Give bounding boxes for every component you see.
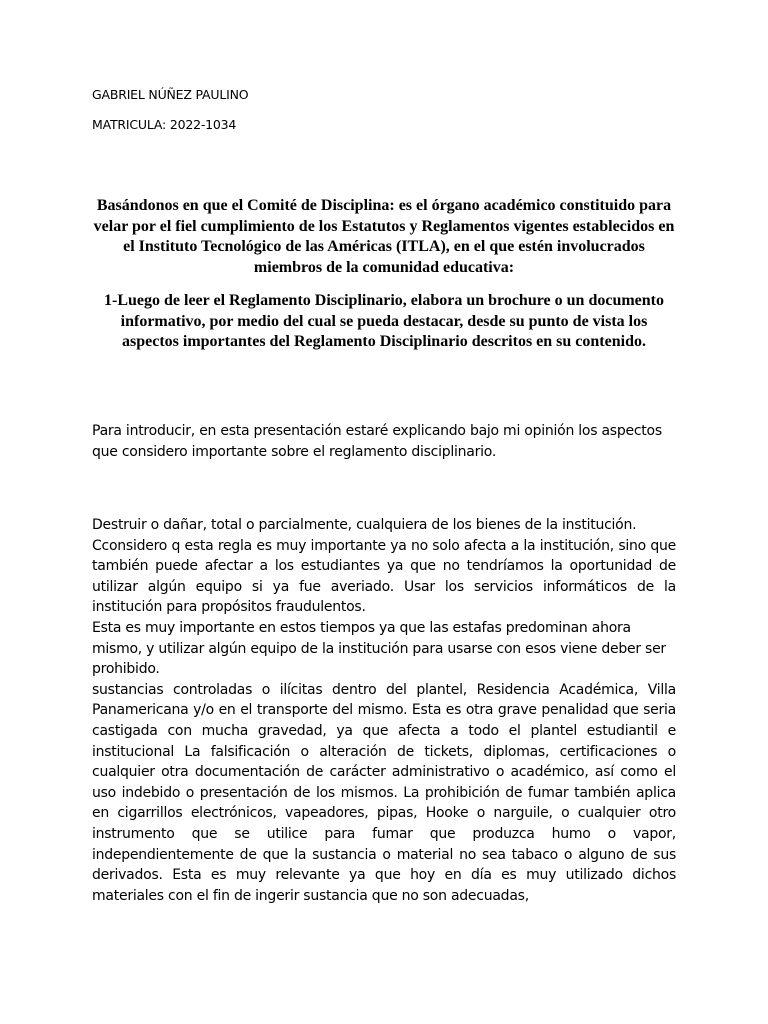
body-paragraph-3: sustancias controladas o ilícitas dentro del plantel, Residencia Académica, Villa Panamericana y/o en el transporte del mismo. Esta es otra grave penalidad que seria castigada con mucha gravedad, ya que afecta a todo el plantel estudiantil e institucional La falsificación o alteración de tickets, diplomas, certificaciones o cualquier otra documentación de carácter administrativo o académico, así como el uso indebido o presentación de los mismos. La prohibición de fumar también aplica en cigarrillos electrónicos, vapeadores, pipas, Hooke o narguile, o cualquier otro instrumento que se utilice para fumar que produzca humo o vapor, independientemente de que la sustancia o material no sea tabaco o alguno de sus derivados. Esta es muy relevante ya que hoy en día es muy utilizado dichos materiales con el fin de ingerir sustancia que no son adecuadas, bbox=[92, 681, 676, 904]
main-body bbox=[92, 515, 676, 906]
student-name: GABRIEL NÚÑEZ PAULINO bbox=[92, 87, 249, 102]
body-paragraph-1: Cconsidero q esta regla es muy importante ya no solo afecta a la institución, sino que también puede afectar a los estudiantes ya que no tendríamos la oportunidad de utilizar algún equipo si ya fue averiado. Usar los servicios informáticos de la institución para propósitos fraudulentos. bbox=[92, 537, 676, 616]
student-matricula: MATRICULA: 2022-1034 bbox=[92, 117, 237, 132]
body-line-rule: Destruir o dañar, total o parcialmente, cualquiera de los bienes de la institución. bbox=[92, 517, 637, 533]
assignment-context: Basándonos en que el Comité de Disciplina: es el órgano académico constituido para velar por el fiel cumplimiento de los Estatutos y Reglamentos vigentes establecidos en el Instituto Tecnológico de las Américas (ITLA), en el que estén involucrados miembros de la comunidad educativa: bbox=[93, 197, 675, 276]
body-paragraph-2: Esta es muy importante en estos tiempos ya que las estafas predominan ahora mismo, y utilizar algún equipo de la institución para usarse con esos viene deber ser prohibido. bbox=[92, 619, 666, 678]
assignment-question: 1-Luego de leer el Reglamento Disciplinario, elabora un brochure o un documento informativo, por medio del cual se pueda destacar, desde su punto de vista los aspectos importantes del Reglamento Disciplinario descritos en su contenido. bbox=[104, 292, 664, 350]
intro-paragraph: Para introducir, en esta presentación estaré explicando bajo mi opinión los aspectos que considero importante sobre el reglamento disciplinario. bbox=[92, 423, 662, 460]
